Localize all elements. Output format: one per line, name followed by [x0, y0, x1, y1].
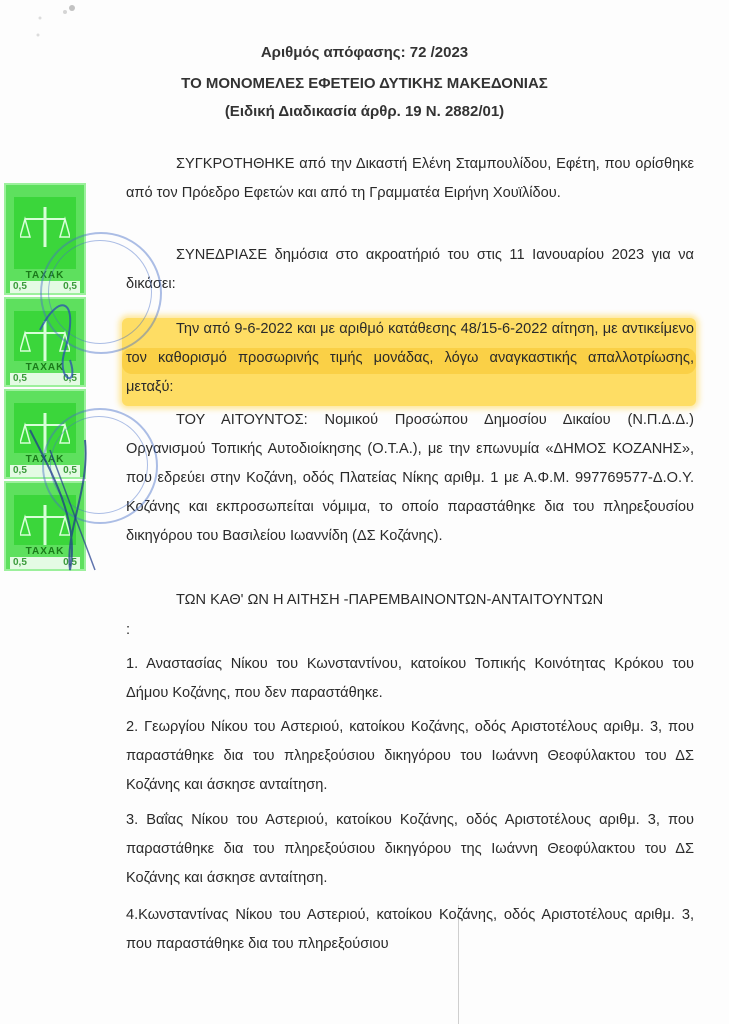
respondent-item: 1. Αναστασίας Νίκου του Κωνσταντίνου, κατοίκου Τοπικής Κοινότητας Κρόκου του Δήμου Κοζάνης, που δεν παραστάθηκε.: [126, 656, 694, 701]
stamp-value: 0,5: [63, 557, 77, 568]
respondents-colon: :: [126, 622, 131, 638]
scan-specks: [20, 0, 140, 50]
stamp-label: ΤΑΧΑΚ: [25, 362, 65, 373]
stamp-value: 0,5: [13, 373, 27, 384]
handwritten-signature: [10, 270, 130, 590]
stamp-label: ΤΑΧΑΚ: [25, 454, 65, 465]
respondent-item: 2. Γεωργίου Νίκου του Αστεριού, κατοίκου Κοζάνης, οδός Αριστοτέλους αριθμ. 3, που παραστάθηκε δια του πληρεξούσιου δικηγόρου του Ιωάννη Θεοφύλακτου του ΔΣ Κοζάνης και άσκησε ανταίτηση.: [126, 719, 694, 793]
applicant-paragraph: ΤΟΥ ΑΙΤΟΥΝΤΟΣ: Νομικού Προσώπου Δημοσίου Δικαίου (Ν.Π.Δ.Δ.) Οργανισμού Τοπικής Αυτοδιοίκησης (Ο.Τ.Α.), με την επωνυμία «ΔΗΜΟΣ ΚΟΖΑΝΗΣ», που εδρεύει στην Κοζάνη, οδός Πλατείας Νίκης αριθμ. 1 με Α.Φ.Μ. 997769577-Δ.Ο.Υ. Κοζάνης και εκπροσωπείται νόμιμα, το οποίο παραστάθηκε δια του πληρεξουσίου δικηγόρου του Βασιλείου Ιωαννίδη (ΔΣ Κοζάνης).: [126, 412, 694, 544]
decision-number: Αριθμός απόφασης: 72 /2023: [260, 44, 469, 61]
procedure-reference: (Ειδική Διαδικασία άρθρ. 19 Ν. 2882/01): [224, 103, 505, 120]
stamp-value: 0,5: [63, 281, 77, 292]
court-name: ΤΟ ΜΟΝΟΜΕΛΕΣ ΕΦΕΤΕΙΟ ΔΥΤΙΚΗΣ ΜΑΚΕΔΟΝΙΑΣ: [181, 75, 548, 92]
stamp-value: 0,5: [13, 465, 27, 476]
stamp-value: 0,5: [13, 281, 27, 292]
scales-of-justice-icon: [20, 207, 70, 247]
respondents-heading: ΤΩΝ ΚΑΘ' ΩΝ Η ΑΙΤΗΣΗ -ΠΑΡΕΜΒΑΙΝΟΝΤΩΝ-ΑΝΤΑΙΤΟΥΝΤΩΝ: [176, 592, 604, 608]
respondent-item: 4.Κωνσταντίνας Νίκου του Αστεριού, κατοίκου Κοζάνης, οδός Αριστοτέλους αριθμ. 3, που παραστάθηκε δια του πληρεξούσιου: [126, 907, 694, 952]
stamp-value: 0,5: [63, 465, 77, 476]
stamp-label: ΤΑΧΑΚ: [25, 546, 65, 557]
session-paragraph: ΣΥΝΕΔΡΙΑΣΕ δημόσια στο ακροατήριό του στις 11 Ιανουαρίου 2023 για να δικάσει:: [126, 247, 694, 292]
stamp-label: ΤΑΧΑΚ: [25, 270, 65, 281]
stamp-value: 0,5: [13, 557, 27, 568]
application-paragraph: Την από 9-6-2022 και με αριθμό κατάθεσης 48/15-6-2022 αίτηση, με αντικείμενο τον καθορισμό προσωρινής τιμής μονάδας, λόγω αναγκαστικής απαλλοτρίωσης, μεταξύ:: [126, 321, 694, 395]
page-fold-line: [458, 905, 459, 1024]
stamp-value: 0,5: [63, 373, 77, 384]
composition-paragraph: ΣΥΓΚΡΟΤΗΘΗΚΕ από την Δικαστή Ελένη Σταμπουλίδου, Εφέτη, που ορίσθηκε από τον Πρόεδρο Εφετών και από τη Γραμματέα Ειρήνη Χουϊλίδου.: [126, 156, 694, 201]
respondent-item: 3. Βαΐας Νίκου του Αστεριού, κατοίκου Κοζάνης, οδός Αριστοτέλους αριθμ. 3, που παραστάθηκε δια του πληρεξούσιου δικηγόρου της Ιωάννη Θεοφύλακτου του ΔΣ Κοζάνης και άσκησε ανταίτηση.: [126, 812, 694, 886]
